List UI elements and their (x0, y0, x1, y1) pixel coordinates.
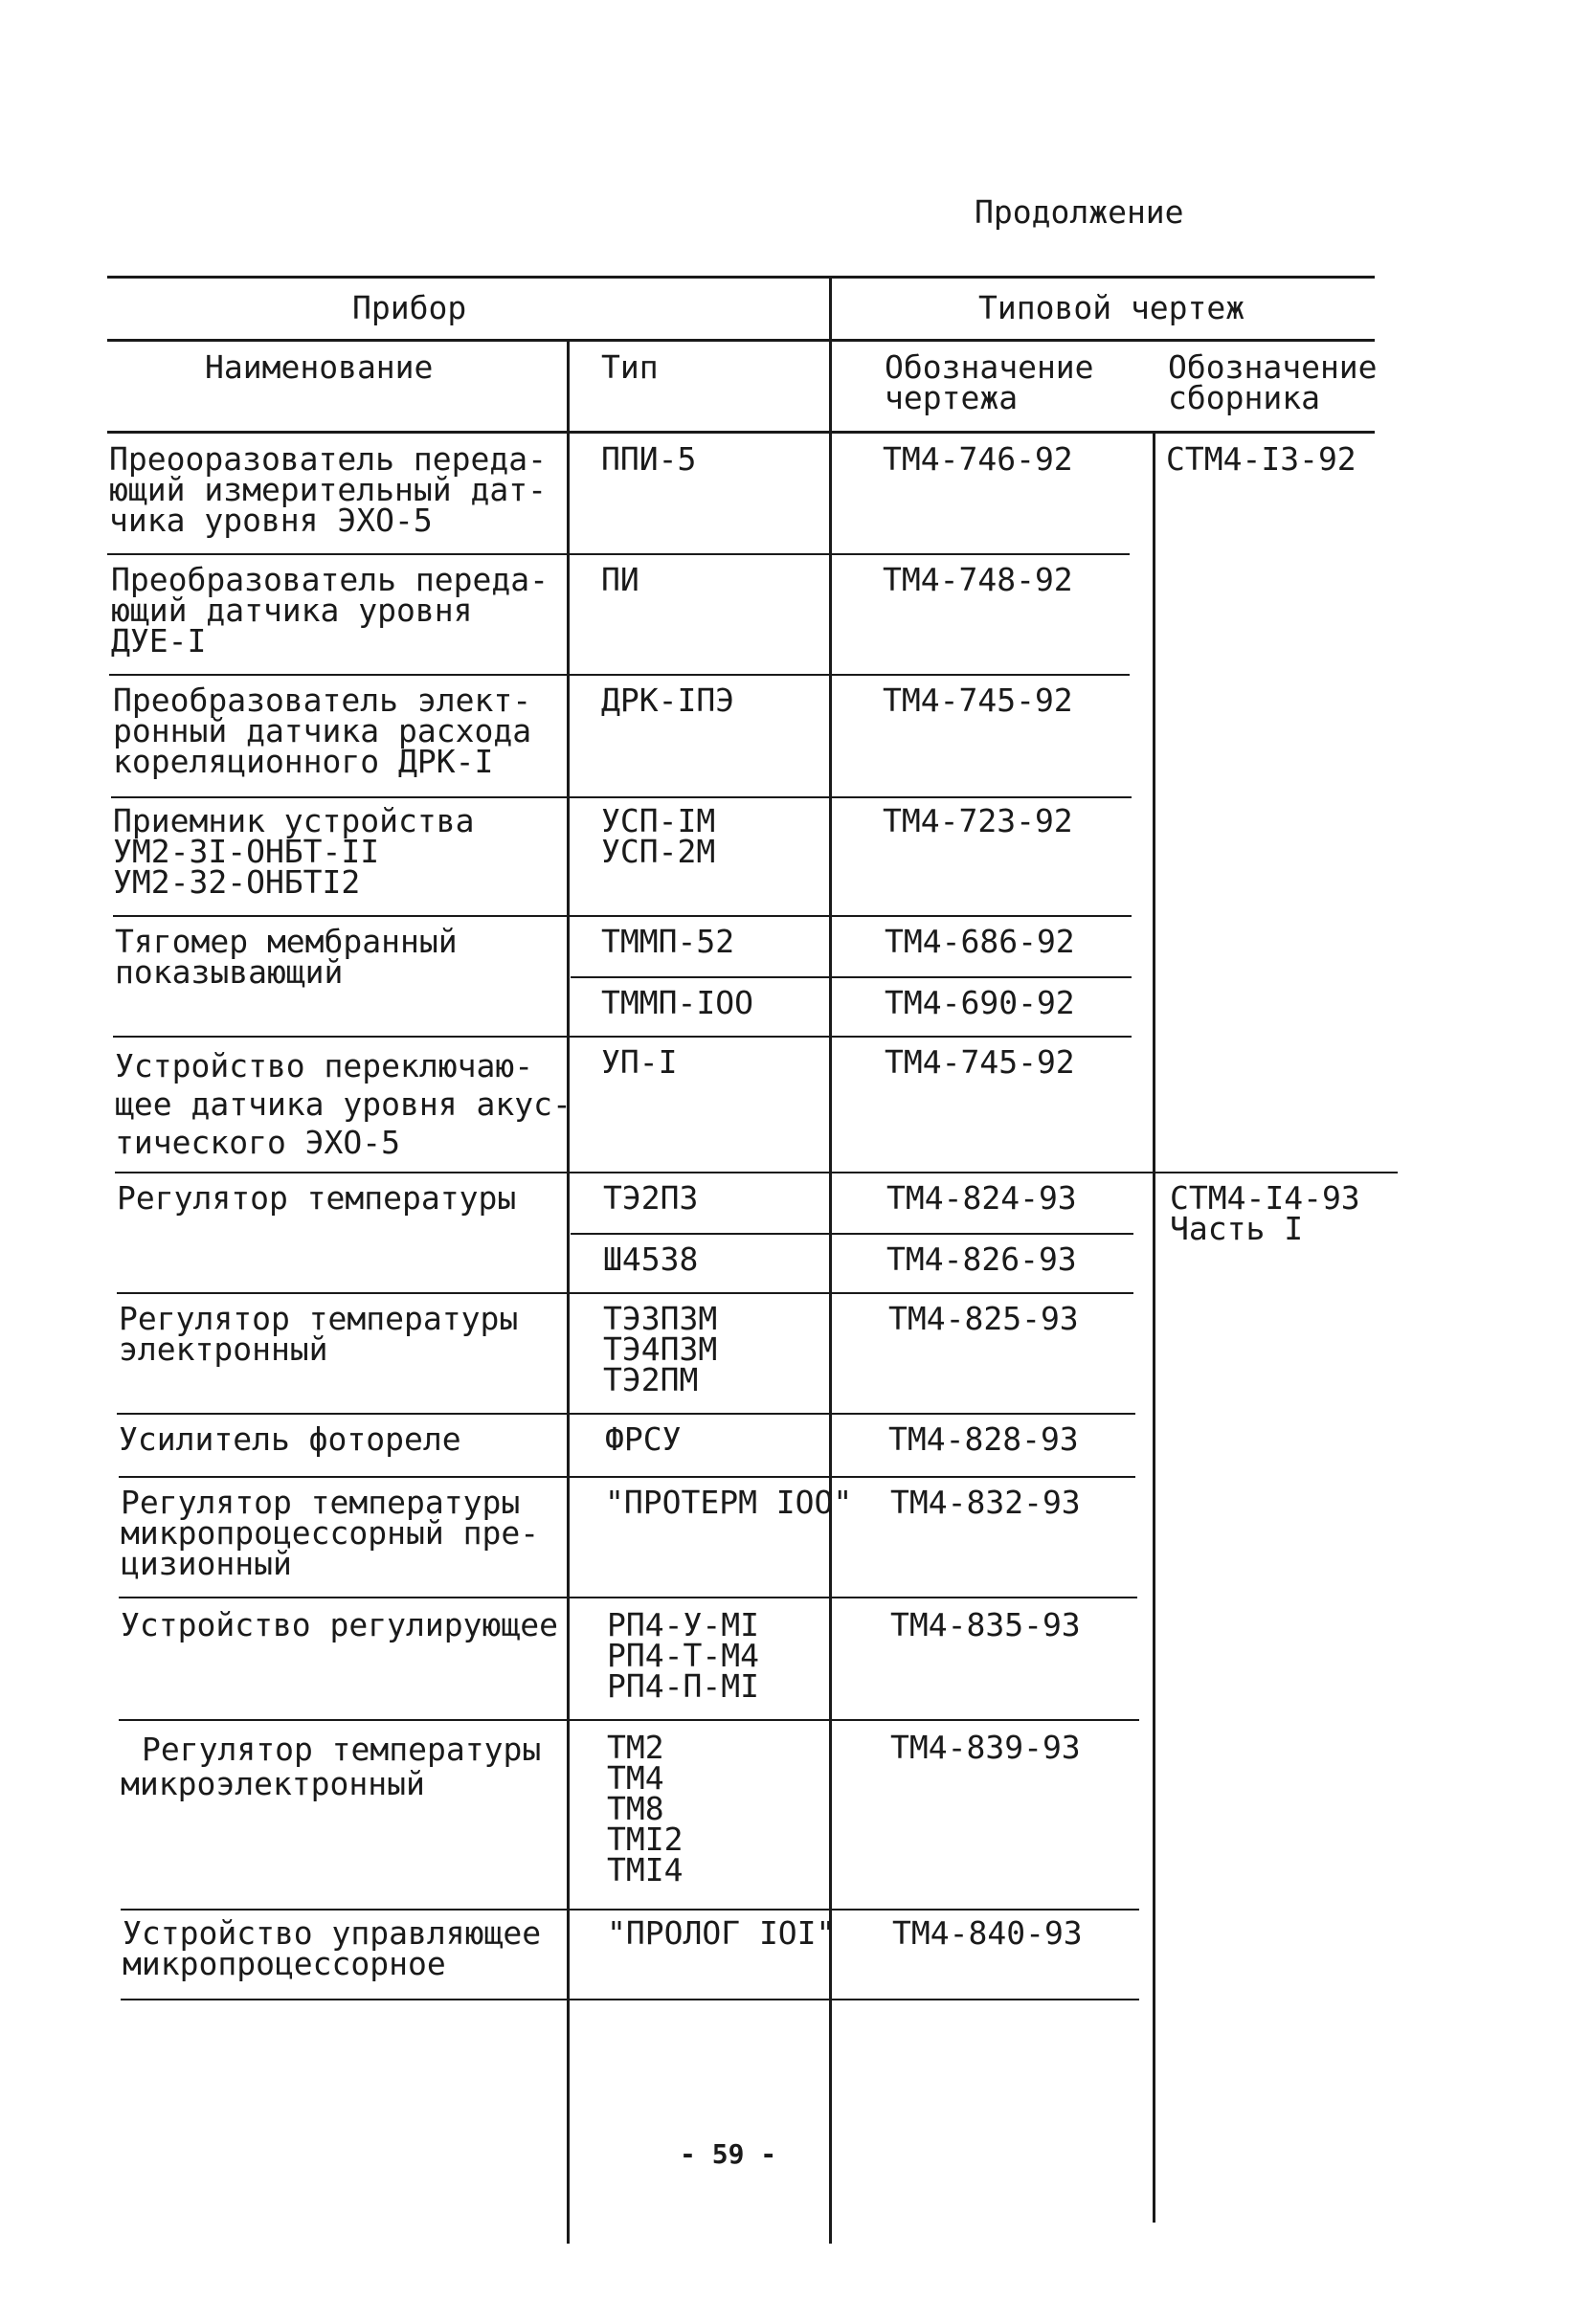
row-name: Устройство регулирующее (121, 1606, 558, 1643)
row-name: Преобразователь элект- ронный датчика расхода кореляционного ДРК-I (113, 682, 532, 780)
row-drawing: ТМ4-746-92 (883, 440, 1073, 478)
row-separator (571, 976, 1132, 978)
top-rule (107, 276, 1375, 279)
row-drawing: ТМ4-825-93 (888, 1300, 1079, 1337)
row-drawing: ТМ4-745-92 (883, 682, 1073, 719)
row-type: ТЭ2П3 (603, 1179, 699, 1217)
row-type: ТММП-52 (601, 923, 735, 960)
row-drawing: ТМ4-840-93 (892, 1914, 1083, 1952)
row-drawing: ТМ4-690-92 (885, 984, 1075, 1021)
row-separator (113, 1036, 1132, 1038)
row-name: Преоoразователь переда- ющий измерительный дат- чика уровня ЭХО-5 (109, 440, 547, 539)
row-drawing: ТМ4-686-92 (885, 923, 1075, 960)
row-separator (121, 1999, 1139, 2000)
row-separator (117, 1413, 1135, 1415)
row-type: УСП-IМ УСП-2М (601, 802, 716, 870)
collection-designation: СТМ4-I3-92 (1166, 440, 1357, 478)
row-drawing: ТМ4-745-92 (885, 1043, 1075, 1081)
row-name: Регулятор температуры (117, 1179, 517, 1217)
row-name: Тягомер мембранный показывающий (115, 923, 458, 991)
header-device-group: Прибор (352, 289, 467, 326)
row-drawing: ТМ4-832-93 (890, 1484, 1081, 1521)
header-name: Наименование (205, 348, 434, 386)
row-name: Устройство переключаю- щее датчика уровня акус- тического ЭХО-5 (115, 1047, 572, 1161)
row-type: УП-I (601, 1043, 678, 1081)
header-bottom-rule (107, 431, 1375, 434)
row-type: ППИ-5 (601, 440, 697, 478)
continuation-label: Продолжение (975, 193, 1184, 231)
row-name: Приемник устройства УМ2-3I-ОНБТ-II УМ2-32-ОНБТI2 (113, 802, 475, 901)
row-separator (109, 674, 1130, 676)
header-drawing-group: Типовой чертеж (978, 289, 1245, 326)
row-separator (111, 796, 1132, 798)
row-drawing: ТМ4-828-93 (888, 1420, 1079, 1458)
row-name: Регулятор температуры электронный (119, 1300, 519, 1368)
collection-designation: СТМ4-I4-93 Часть I (1170, 1179, 1360, 1247)
header-mid-rule (107, 339, 1375, 342)
row-drawing: ТМ4-826-93 (886, 1240, 1077, 1278)
column-divider-collection (1153, 431, 1155, 2223)
row-drawing: ТМ4-824-93 (886, 1179, 1077, 1217)
row-type: ТЭ3П3М ТЭ4П3М ТЭ2ПМ (603, 1300, 718, 1398)
row-name: Преобразователь переда- ющий датчика уровня ДУЕ-I (111, 561, 549, 659)
row-name: Усилитель фотореле (119, 1420, 461, 1458)
row-type: ТММП-IOO (601, 984, 753, 1021)
header-drawing-designation: Обозначение чертежа (885, 348, 1094, 416)
row-separator (119, 1476, 1135, 1478)
page-number: - 59 - (680, 2138, 777, 2170)
column-divider-type (567, 339, 570, 2244)
row-type: ДРК-IПЭ (601, 682, 735, 719)
row-drawing: ТМ4-748-92 (883, 561, 1073, 598)
row-drawing: ТМ4-723-92 (883, 802, 1073, 839)
row-name: Регулятор температуры микроэлектронный (121, 1731, 542, 1802)
row-separator (119, 1719, 1139, 1721)
row-separator (113, 915, 1132, 917)
row-separator (107, 553, 1130, 555)
row-type: Ш4538 (603, 1240, 699, 1278)
row-type: ТМ2 ТМ4 ТМ8 ТМI2 ТМI4 (607, 1729, 684, 1888)
row-separator (571, 1233, 1133, 1235)
row-type: РП4-У-МI РП4-Т-М4 РП4-П-МI (607, 1606, 759, 1705)
row-drawing: ТМ4-835-93 (890, 1606, 1081, 1643)
row-name: Устройство управляющее микропроцессорное (123, 1914, 542, 1982)
row-separator-with-collection (115, 1172, 1398, 1173)
row-drawing: ТМ4-839-93 (890, 1729, 1081, 1766)
row-name: Регулятор температуры микропроцессорный пре- цизионный (121, 1484, 540, 1582)
row-type: ПИ (601, 561, 639, 598)
header-type: Тип (601, 348, 659, 386)
row-type: ФРСУ (605, 1420, 682, 1458)
row-type: "ПРОЛОГ IOI" (607, 1914, 836, 1952)
row-separator (119, 1597, 1137, 1598)
row-separator (121, 1909, 1139, 1911)
header-collection-designation: Обозначение сборника (1168, 348, 1378, 416)
row-type: "ПРОТЕРМ IOO" (605, 1484, 853, 1521)
row-separator (117, 1292, 1133, 1294)
